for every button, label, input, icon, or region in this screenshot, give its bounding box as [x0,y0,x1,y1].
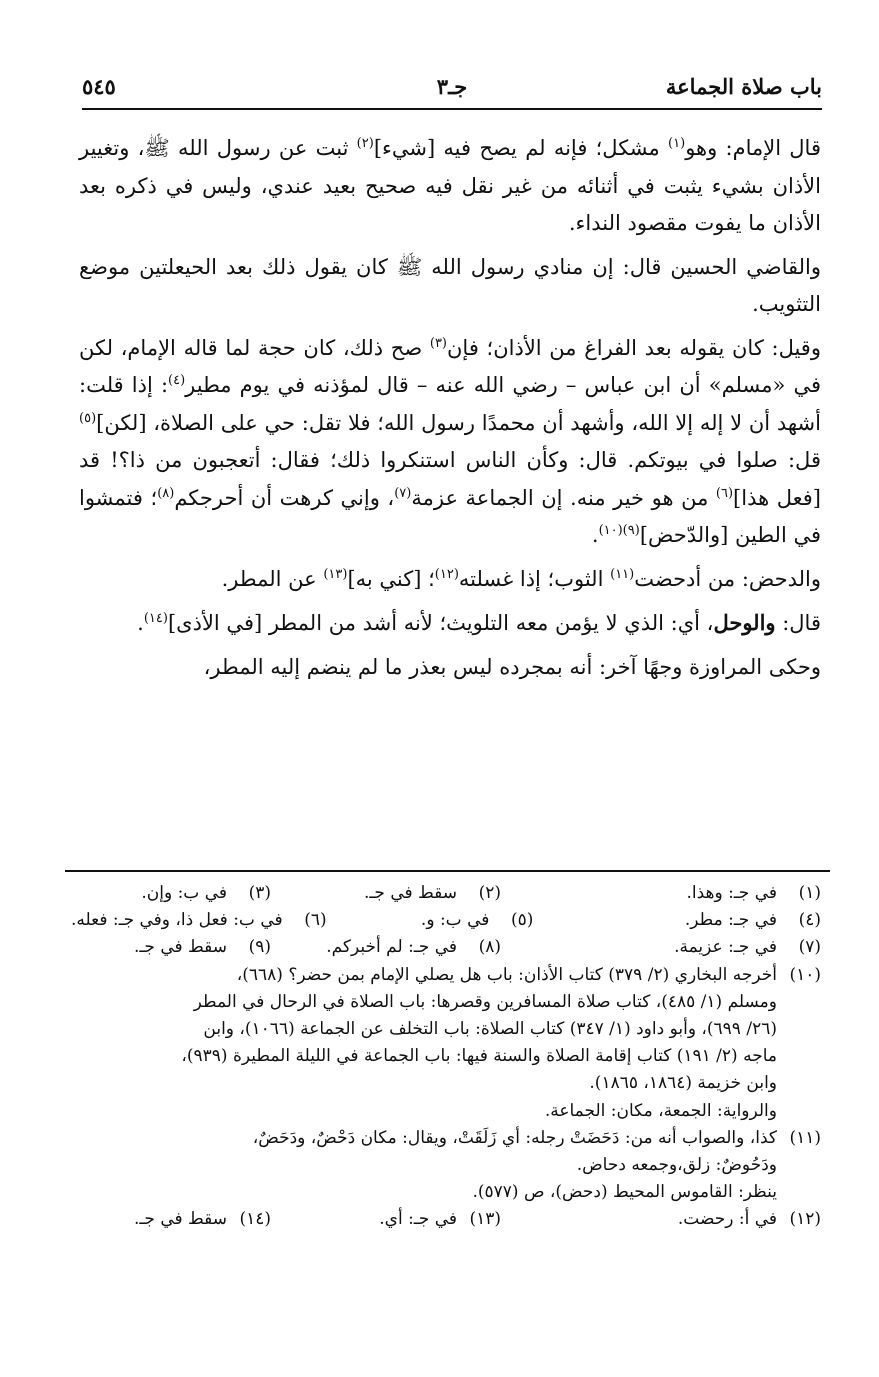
footnote-7 [501,934,821,961]
footnote-text [71,1125,777,1207]
footnote-number: (١) [798,883,821,903]
volume-label: جـ٣ [436,74,468,99]
footnote-1 [501,880,821,907]
footnote-line: كذا، والصواب أنه من: دَحَضَتْ رجله: أي زَلَقَتْ، ويقال: مكان دَحْضٌ، ودَحَضٌ، [252,1127,777,1148]
footnote-line: ومسلم (١/ ٤٨٥)، كتاب صلاة المسافرين وقصرها: باب الصلاة في الرحال في المطر [193,991,777,1012]
footnote-number: (١٣) [469,1209,501,1230]
footnote-ref: (٧) [394,485,412,501]
text-run: ، وإني كرهت أن أحرجكم [174,485,395,510]
text-run: : إذا قلت: أشهد أن لا إله إلا الله، وأشهد أن محمدًا رسول الله؛ فلا تقل: حي على الصلاة، [لكن] [79,373,821,435]
footnote-13 [271,1206,501,1233]
footnote-number: (١٠) [789,964,821,985]
text-run: وقيل: كان يقوله بعد الفراغ من الأذان؛ فإن [447,335,821,360]
footnote-ref: (١٤) [143,611,168,626]
footnote-9 [71,934,271,961]
text-run: وحكى المراوزة وجهًا آخر: أنه بمجرده ليس بعذر ما لم ينضم إليه المطر، [203,654,821,679]
text-run: . [591,523,599,547]
footnote-text: في ب: فعل ذا، وفي جـ: فعله. [71,910,283,931]
footnote-text: في جـ: لم أخبركم. [326,937,457,958]
footnote-ref: (٦) [715,485,734,501]
footnote-line: والرواية: الجمعة، مكان: الجماعة. [544,1100,777,1121]
page-number: ٥٤٥ [82,74,116,99]
footnote-ref: (٨) [157,485,175,501]
footnote-11 [71,1125,821,1207]
footnote-number: (١٢) [789,1209,821,1230]
footnote-ref: (٥) [79,410,97,426]
text-run: ثبت عن رسول الله ﷺ، وتغيير الأذان بشيء يثبت في أثنائه من غير نقل فيه صحيح بعيد عندي، وليس في ذكره بعد الأذان ما يفوت مقصود النداء. [79,136,821,235]
text-run: . [137,611,144,635]
footnote-number: (١١) [789,1127,821,1148]
footnote-14 [71,1206,271,1233]
footnote-ref: (٣) [429,335,447,351]
footnote-12 [501,1206,821,1233]
text-run: مشكل؛ فإنه لم يصح فيه [شيء] [373,136,669,160]
text-run: صح ذلك، كان حجة لما قاله الإمام، لكن في «مسلم» أن ابن عباس – رضي الله عنه – قال لمؤذنه في يوم مطير [79,335,821,397]
footnote-text: سقط في جـ. [364,883,457,903]
footnote-ref: (١٢) [434,566,459,582]
footnote-6 [71,907,327,934]
footnote-line: وابن خزيمة (١٨٦٤، ١٨٦٥). [589,1073,777,1094]
footnote-ref: (١) [668,136,686,151]
text-run: ؛ [كني به] [347,566,435,591]
footnote-number: (٦) [304,910,327,931]
text-run: قال: [775,611,821,635]
footnote-number: (٨) [478,937,501,958]
footnote-4 [533,907,821,934]
footnote-text: في أ: رحضت. [677,1209,777,1230]
body-paragraph [79,130,821,243]
footnote-text: في جـ: وهذا. [686,883,777,903]
footnote-text: في جـ: عزيمة. [674,937,777,958]
text-run: قال الإمام: وهو [685,136,821,160]
footnote-row [71,934,821,961]
text-run: والدحض: من أدحضت [634,566,821,591]
footnote-5 [327,907,534,934]
footnote-ref: (٩)(١٠) [598,523,640,538]
footnote-text: سقط في جـ. [134,937,227,958]
footnote-text: في جـ: أي. [379,1209,457,1230]
footnote-10 [71,962,821,1125]
footnote-8 [271,934,501,961]
text-run: ؛ فتمشوا في الطين [والدّحض] [79,485,821,547]
footnote-2 [271,880,501,907]
body-paragraph [79,330,821,555]
footnote-ref: (١١) [610,566,635,582]
text-run: الثوب؛ إذا غسلته [458,566,611,591]
footnote-number: (٤) [798,910,821,931]
body-paragraph [79,561,821,599]
text-run: والقاضي الحسين قال: إن منادي رسول الله ﷺ كان يقول ذلك بعد الحيعلتين موضع التثويب. [79,254,821,316]
footnote-ref: (٢) [356,136,374,151]
footnote-3 [71,880,271,907]
footnote-row [71,1206,821,1233]
footnote-number: (٩) [248,937,271,958]
footnote-text: في جـ: مطر. [684,910,777,931]
footnotes [71,880,821,1234]
header-rule [82,108,822,110]
footnote-text: في ب: وإن. [141,883,227,903]
main-text [79,130,821,692]
footnote-number: (٣) [248,883,271,903]
bold-term: والوحل [713,610,776,635]
chapter-title: باب صلاة الجماعة [665,74,822,99]
text-run: عن المطر. [221,566,324,591]
footnote-line: (٢٦/ ٦٩٩)، وأبو داود (١/ ٣٤٧) كتاب الصلاة: باب التخلف عن الجماعة (١٠٦٦)، وابن [203,1019,777,1040]
footnote-line: ماجه (٢/ ١٩١) كتاب إقامة الصلاة والسنة فيها: باب الجماعة في الليلة المطيرة (٩٣٩)، [181,1046,777,1067]
body-paragraph [79,649,821,687]
text-run: من هو خير منه. إن الجماعة عزمة [411,485,716,510]
footnote-row [71,880,821,907]
body-paragraph [79,249,821,324]
text-run: قل: صلوا في بيوتكم. قال: وكأن الناس استنكروا ذلك؛ فقال: أتعجبون من ذا؟! قد [فعل هذا] [79,448,822,510]
footnote-text: سقط في جـ. [134,1209,227,1230]
footnote-row [71,907,821,934]
footnote-text [71,962,777,1125]
footnote-line: ودَحُوضٌ: زلق،وجمعه دحاض. [576,1155,777,1176]
footnote-number: (١٤) [239,1209,271,1230]
footnote-number: (٢) [478,883,501,903]
body-paragraph [79,604,821,643]
footnote-separator [65,870,830,872]
running-header [82,62,822,112]
footnote-line: ينظر: القاموس المحيط (دحض)، ص (٥٧٧). [472,1182,777,1203]
footnote-ref: (١٣) [323,566,348,582]
footnote-ref: (٤) [168,373,186,388]
footnote-line: أخرجه البخاري (٢/ ٣٧٩) كتاب الأذان: باب هل يصلي الإمام بمن حضر؟ (٦٦٨)، [236,964,777,985]
footnote-text: في ب: و. [420,910,490,931]
footnote-number: (٧) [798,937,821,958]
footnote-number: (٥) [510,910,534,931]
text-run: ، أي: الذي لا يؤمن معه التلويث؛ لأنه أشد من المطر [في الأذى] [167,611,714,635]
